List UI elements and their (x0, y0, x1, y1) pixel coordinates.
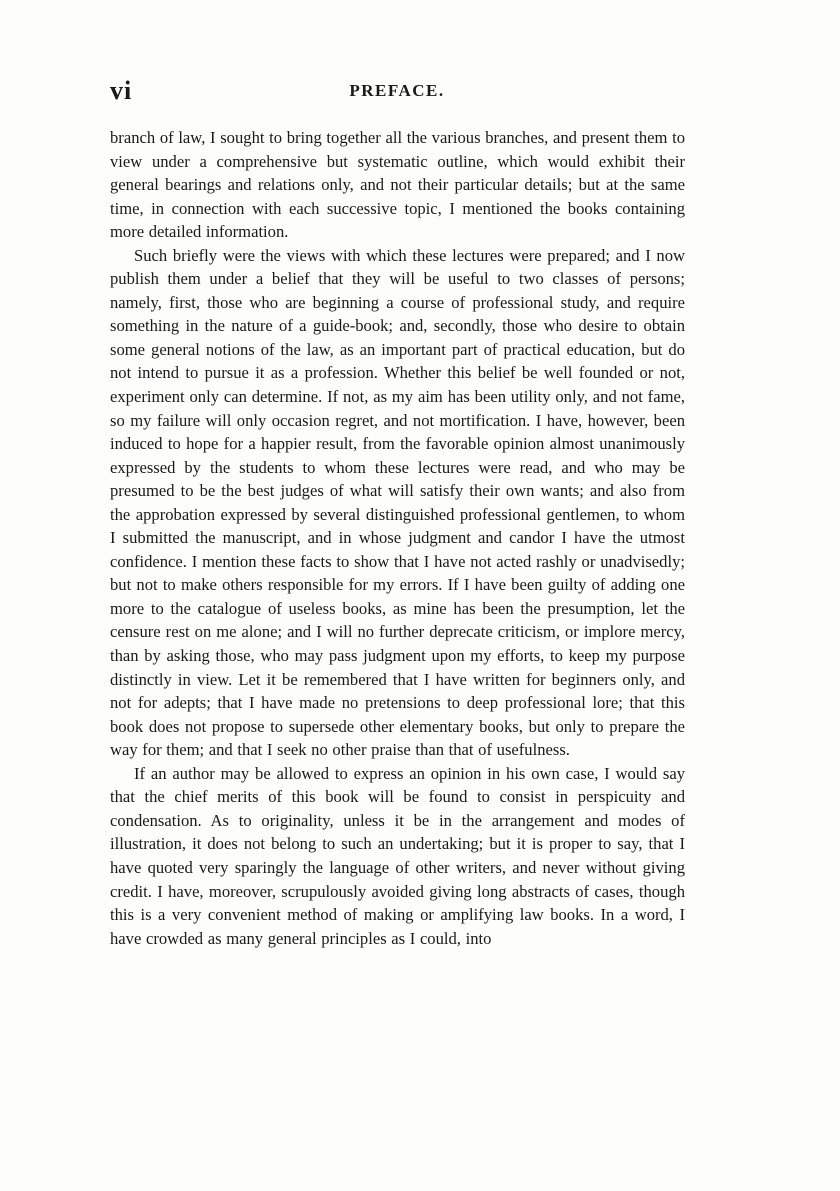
paragraph-1: branch of law, I sought to bring together all the various branches, and present them to view under a comprehensive but systematic outline, which would exhibit their general bearings and relations only, and not their particular details; but at the same time, in connection with each successive topic, I mentioned the books containing more detailed information. (110, 128, 685, 242)
running-title: PREFACE. (349, 81, 445, 100)
page-number: vi (110, 76, 133, 105)
preface-body (110, 126, 685, 950)
running-head (110, 76, 684, 106)
paragraph-3: If an author may be allowed to express an opinion in his own case, I would say that the chief merits of this book will be found to consist in perspicuity and condensation. As to originality, unless it be in the arrangement and modes of illustration, it does not belong to such an undertaking; but it is proper to say, that I have quoted very sparingly the language of other writers, and never without giving credit. I have, moreover, scrupulously avoided giving long abstracts of cases, though this is a very convenient method of making or amplifying law books. In a word, I have crowded as many general principles as I could, into (110, 763, 685, 948)
paragraph-2: Such briefly were the views with which these lectures were prepared; and I now publish them under a belief that they will be useful to two classes of persons; namely, first, those who are beginning a course of professional study, and require something in the nature of a guide-book; and, secondly, those who desire to obtain some general notions of the law, as an important part of practical education, but do not intend to pursue it as a profession. Whether this belief be well founded or not, experiment only can determine. If not, as my aim has been utility only, and not fame, so my failure will only occasion regret, and not mortification. I have, however, been induced to hope for a happier result, from the favorable opinion almost unanimously expressed by the students to whom these lectures were read, and who may be presumed to be the best judges of what will satisfy their own wants; and also from the approbation expressed by several distinguished professional gentlemen, to whom I submitted the manuscript, and in whose judgment and candor I have the utmost confidence. I mention these facts to show that I have not acted rashly or unadvisedly; but not to make others responsible for my errors. If I have been guilty of adding one more to the catalogue of useless books, as mine has been the presumption, let the censure rest on me alone; and I will no further deprecate criticism, or implore mercy, than by asking those, who may pass judgment upon my efforts, to keep my purpose distinctly in view. Let it be remembered that I have written for beginners only, and not for adepts; that I have made no pretensions to deep professional lore; that this book does not propose to supersede other elementary books, but only to prepare the way for them; and that I seek no other praise than that of usefulness. (110, 245, 685, 760)
